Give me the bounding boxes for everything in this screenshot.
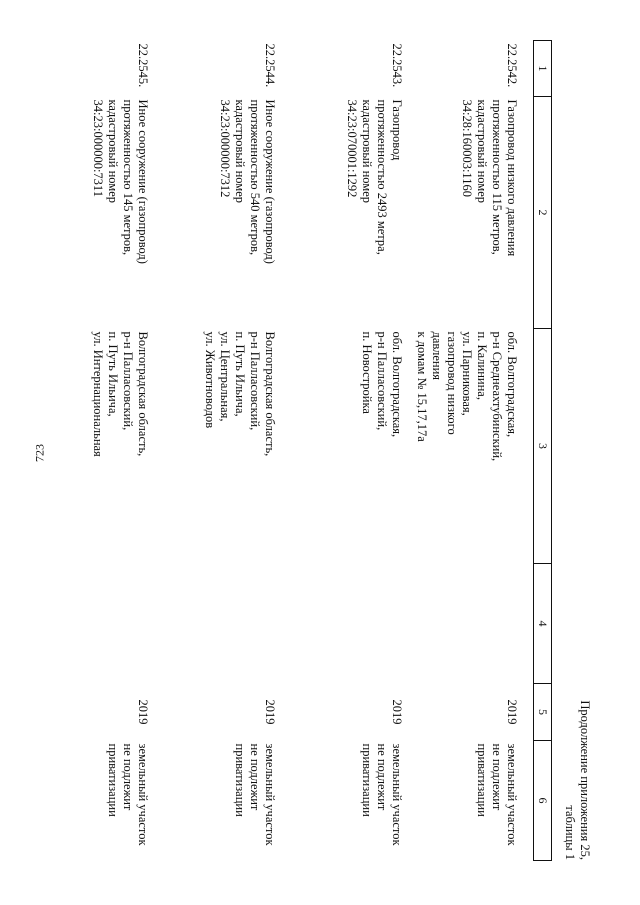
object-description-line: кадастровый номер: [360, 99, 375, 204]
object-description-line: протяженностью 115 метров,: [490, 99, 504, 255]
object-description-line: Газопровод: [390, 99, 405, 161]
caption-line-1: Продолжение приложения 25,: [578, 700, 592, 860]
object-address-line: ул. Животноводов: [203, 331, 218, 429]
row-number-text: 22.2543.: [390, 43, 405, 88]
privatization-note-line: приватизации: [360, 743, 375, 817]
table-caption: [562, 700, 592, 860]
object-description-line: Иное сооружение (газопровод): [263, 99, 278, 264]
object-address-line: р-н Палласовский,: [375, 331, 390, 431]
object-address-line: р-н Палласовский,: [248, 331, 263, 431]
header-col-4: 4: [534, 564, 552, 684]
object-description-line: протяженностью 2493 метра,: [375, 99, 390, 255]
object-address-line: давления: [430, 331, 444, 381]
row-number-text: 22.2542.: [505, 43, 519, 88]
privatization-note-line: не подлежит: [121, 743, 136, 811]
row-number-text: 22.2544.: [263, 43, 278, 88]
year-value: [407, 684, 534, 741]
year-value: [280, 684, 407, 741]
object-description-line: 34:23:000000:7312: [218, 99, 233, 198]
object-address-line: обл. Волгоградская,: [390, 331, 405, 438]
object-address-line: ул. Центральная,: [218, 331, 233, 422]
object-address-line: обл. Волгоградская,: [505, 331, 519, 438]
object-description: [153, 97, 280, 329]
object-description-line: кадастровый номер: [233, 99, 248, 204]
object-address-line: п. Путь Ильича,: [233, 331, 248, 417]
caption-line-2: таблицы 1: [563, 805, 577, 860]
object-description-line: Газопровод низкого давления: [505, 99, 519, 257]
object-address-line: ул. Парниковая,: [460, 331, 474, 416]
privatization-note-line: земельный участок: [136, 743, 151, 846]
object-address-line: р-н Среднеахтубинский,: [490, 331, 504, 462]
object-description-line: протяженностью 145 метров,: [121, 99, 136, 256]
row-number: [280, 41, 407, 97]
object-address-line: п. Калинина,: [475, 331, 489, 400]
year-value: [26, 684, 153, 741]
col-4-value: [407, 564, 534, 684]
privatization-note-line: приватизации: [475, 743, 489, 817]
object-address-line: п. Путь Ильича,: [106, 331, 121, 417]
privatization-note-line: не подлежит: [490, 743, 504, 811]
object-address: [407, 329, 534, 564]
privatization-note-line: земельный участок: [390, 743, 405, 846]
table-row: [407, 41, 534, 861]
privatization-note-line: земельный участок: [505, 743, 519, 846]
object-address-line: ул. Интернациональная: [91, 331, 106, 457]
privatization-note: [280, 741, 407, 861]
object-address-line: Волгоградская область,: [263, 331, 278, 457]
year-value-text: 2019: [136, 699, 151, 725]
object-address-line: газопровод низкого: [445, 331, 459, 435]
object-description-line: кадастровый номер: [475, 99, 489, 204]
col-4-value: [26, 564, 153, 684]
header-col-6: 6: [534, 741, 552, 861]
object-description-line: Иное сооружение (газопровод): [136, 99, 151, 264]
object-description-line: протяженностью 540 метров,: [248, 99, 263, 256]
privatization-note-line: приватизации: [106, 743, 121, 817]
object-description-line: 34:28:160003:1160: [460, 99, 474, 197]
object-description: [26, 97, 153, 329]
table-row: [26, 41, 153, 861]
object-description-line: 34:23:000000:7311: [91, 99, 106, 197]
header-col-1: 1: [534, 41, 552, 97]
object-description-line: 34:23:070001:1292: [345, 99, 360, 198]
privatization-note-line: не подлежит: [375, 743, 390, 811]
table-header-row: [534, 41, 552, 861]
year-value: [153, 684, 280, 741]
row-number-text: 22.2545.: [136, 43, 151, 88]
page-number: 723: [32, 444, 47, 462]
header-col-5: 5: [534, 684, 552, 741]
col-4-value: [153, 564, 280, 684]
object-address: [280, 329, 407, 564]
header-col-2: 2: [534, 97, 552, 329]
privatization-note: [26, 741, 153, 861]
object-address-line: п. Новостройка: [360, 331, 375, 414]
privatization-note: [407, 741, 534, 861]
table-row: [153, 41, 280, 861]
year-value-text: 2019: [505, 699, 519, 725]
row-number: [153, 41, 280, 97]
object-address-line: р-н Палласовский,: [121, 331, 136, 431]
object-address-line: Волгоградская область,: [136, 331, 151, 457]
privatization-note-line: не подлежит: [248, 743, 263, 811]
year-value-text: 2019: [263, 699, 278, 725]
object-address-line: к домам № 15,17,17а: [415, 331, 429, 442]
privatization-note: [153, 741, 280, 861]
privatization-note-line: земельный участок: [263, 743, 278, 846]
object-address: [153, 329, 280, 564]
object-description: [280, 97, 407, 329]
property-table: [26, 40, 553, 861]
table-row: [280, 41, 407, 861]
year-value-text: 2019: [390, 699, 405, 725]
header-col-3: 3: [534, 329, 552, 564]
row-number: [26, 41, 153, 97]
object-description: [407, 97, 534, 329]
object-address: [26, 329, 153, 564]
row-number: [407, 41, 534, 97]
rotated-page-content: [32, 40, 592, 860]
object-description-line: кадастровый номер: [106, 99, 121, 204]
privatization-note-line: приватизации: [233, 743, 248, 817]
col-4-value: [280, 564, 407, 684]
